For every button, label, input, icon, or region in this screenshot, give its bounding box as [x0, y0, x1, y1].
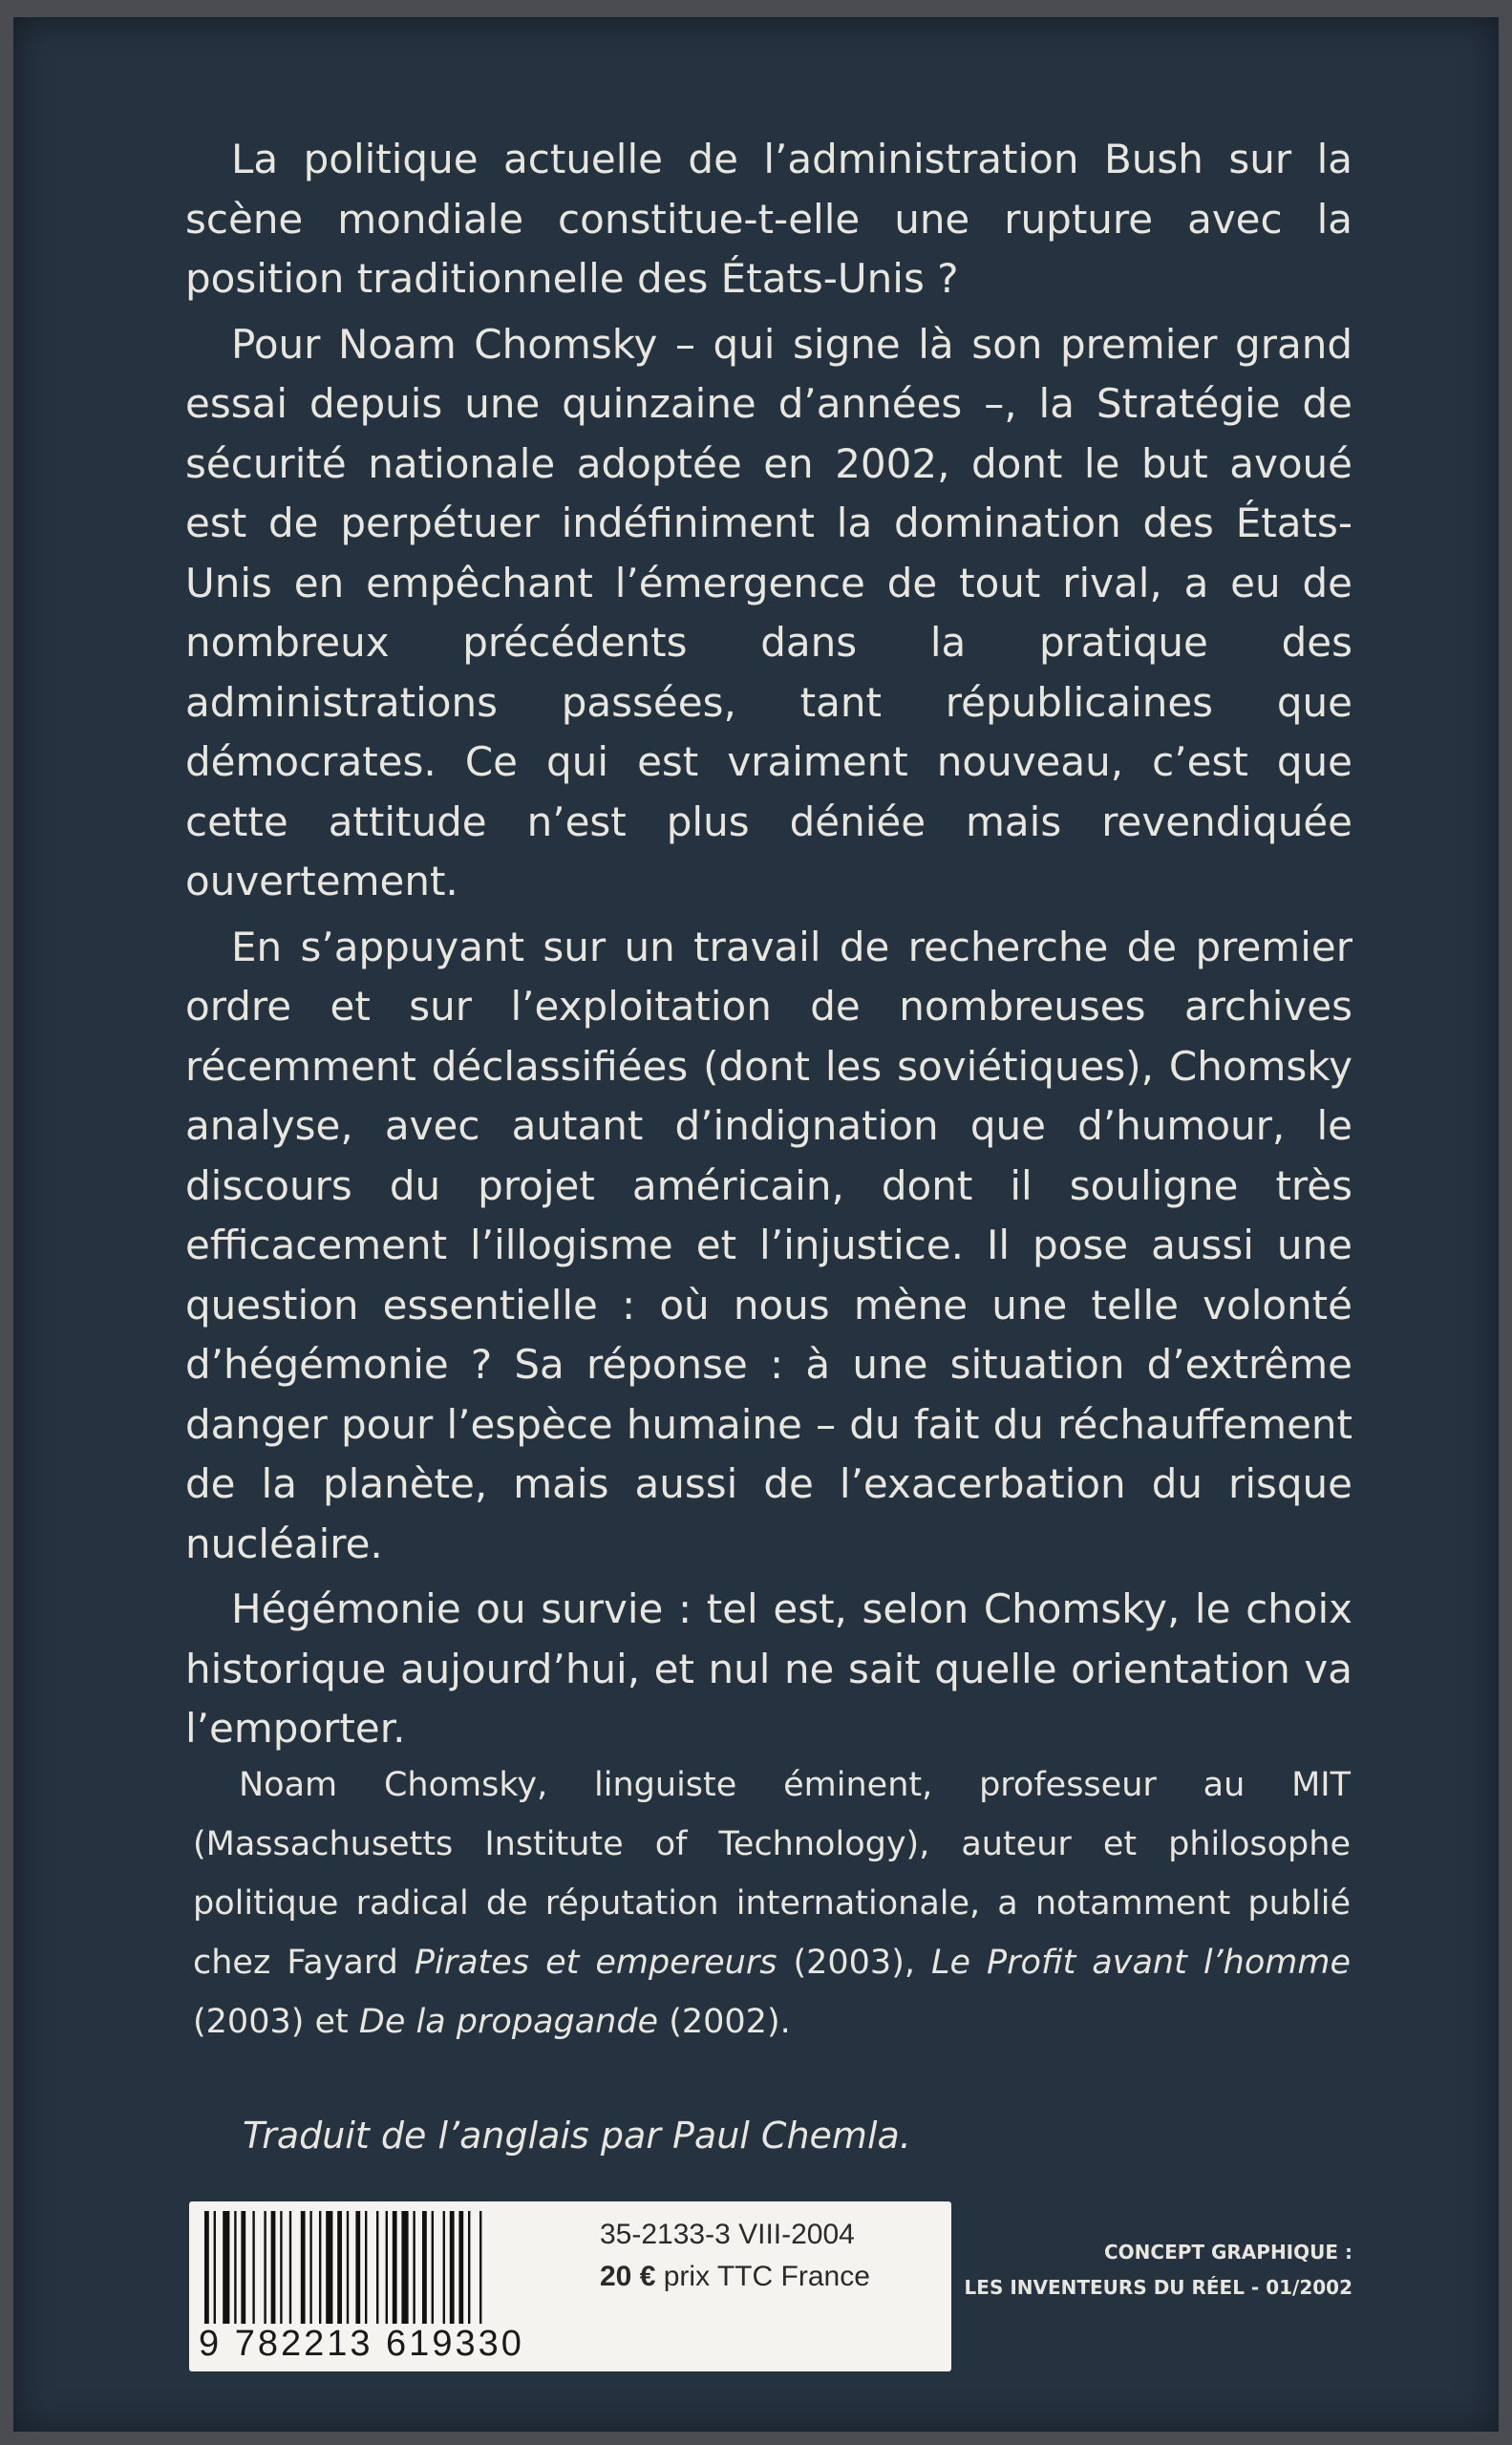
barcode-label	[189, 2201, 951, 2371]
credits-line-2: LES INVENTEURS DU RÉEL - 01/2002	[964, 2276, 1352, 2299]
price-value: 20 €	[600, 2261, 656, 2292]
barcode-icon	[201, 2211, 564, 2324]
bio-text-end: (2002).	[658, 2003, 791, 2041]
translator-credit: Traduit de l’anglais par Paul Chemla.	[243, 2115, 911, 2157]
synopsis-paragraph-4: Hégémonie ou survie : tel est, selon Chomsky, le choix historique aujourd’hui, et nul ne sait quelle orientation va l’emporter.	[185, 1585, 1352, 1752]
book-title-propagande: De la propagande	[358, 2003, 659, 2041]
design-credits	[959, 2235, 1352, 2306]
book-title-pirates: Pirates et empereurs	[414, 1944, 777, 1982]
synopsis-paragraph-2: Pour Noam Chomsky – qui signe là son premier grand essai depuis une quinzaine d’années –, la Stratégie de sécurité nationale adoptée en 2002, dont le but avoué est de perpétuer indéfiniment la domination des États-Unis en empêchant l’émergence de tout rival, a eu de nombreux précédents dans la pratique des administrations passées, tant républicaines que démocrates. Ce qui est vraiment nouveau, c’est que cette attitude n’est plus déniée mais revendiquée ouvertement.	[185, 320, 1352, 904]
price-suffix: prix TTC France	[655, 2261, 870, 2292]
bio-text-mid1: (2003),	[777, 1944, 931, 1982]
isbn-number: 9 782213 619330	[199, 2324, 524, 2364]
author-bio-paragraph	[193, 1755, 1351, 2052]
bio-text-mid2: (2003) et	[193, 2003, 359, 2041]
credits-line-1: CONCEPT GRAPHIQUE :	[1103, 2241, 1352, 2264]
synopsis	[185, 130, 1352, 1765]
synopsis-paragraph-3: En s’appuyant sur un travail de recherche de premier ordre et sur l’exploitation de nombreuses archives récemment déclassifiées (dont les soviétiques), Chomsky analyse, avec autant d’indignation que d’humour, le discours du projet américain, dont il souligne très efficacement l’illogisme et l’injustice. Il pose aussi une question essentielle : où nous mène une telle volonté d’hégémonie ? Sa réponse : à une situation d’extrême danger pour l’espèce humaine – du fait du réchauffement de la planète, mais aussi de l’exacerbation du risque nucléaire.	[185, 923, 1352, 1567]
synopsis-paragraph-1: La politique actuelle de l’administration Bush sur la scène mondiale constitue-t-elle une rupture avec la position traditionnelle des États-Unis ?	[185, 136, 1352, 302]
book-title-profit: Le Profit avant l’homme	[931, 1944, 1351, 1982]
author-bio	[193, 1755, 1351, 2052]
price-line	[600, 2261, 870, 2293]
edition-code: 35-2133-3 VIII-2004	[600, 2219, 855, 2250]
bio-text-lead: Noam Chomsky, linguiste éminent, professeur au MIT (Massachusetts Institute of Technology), auteur et philosophe politique radical de réputation internationale, a notamment publié chez Fayard	[193, 1766, 1351, 1982]
back-cover	[13, 17, 1499, 2432]
